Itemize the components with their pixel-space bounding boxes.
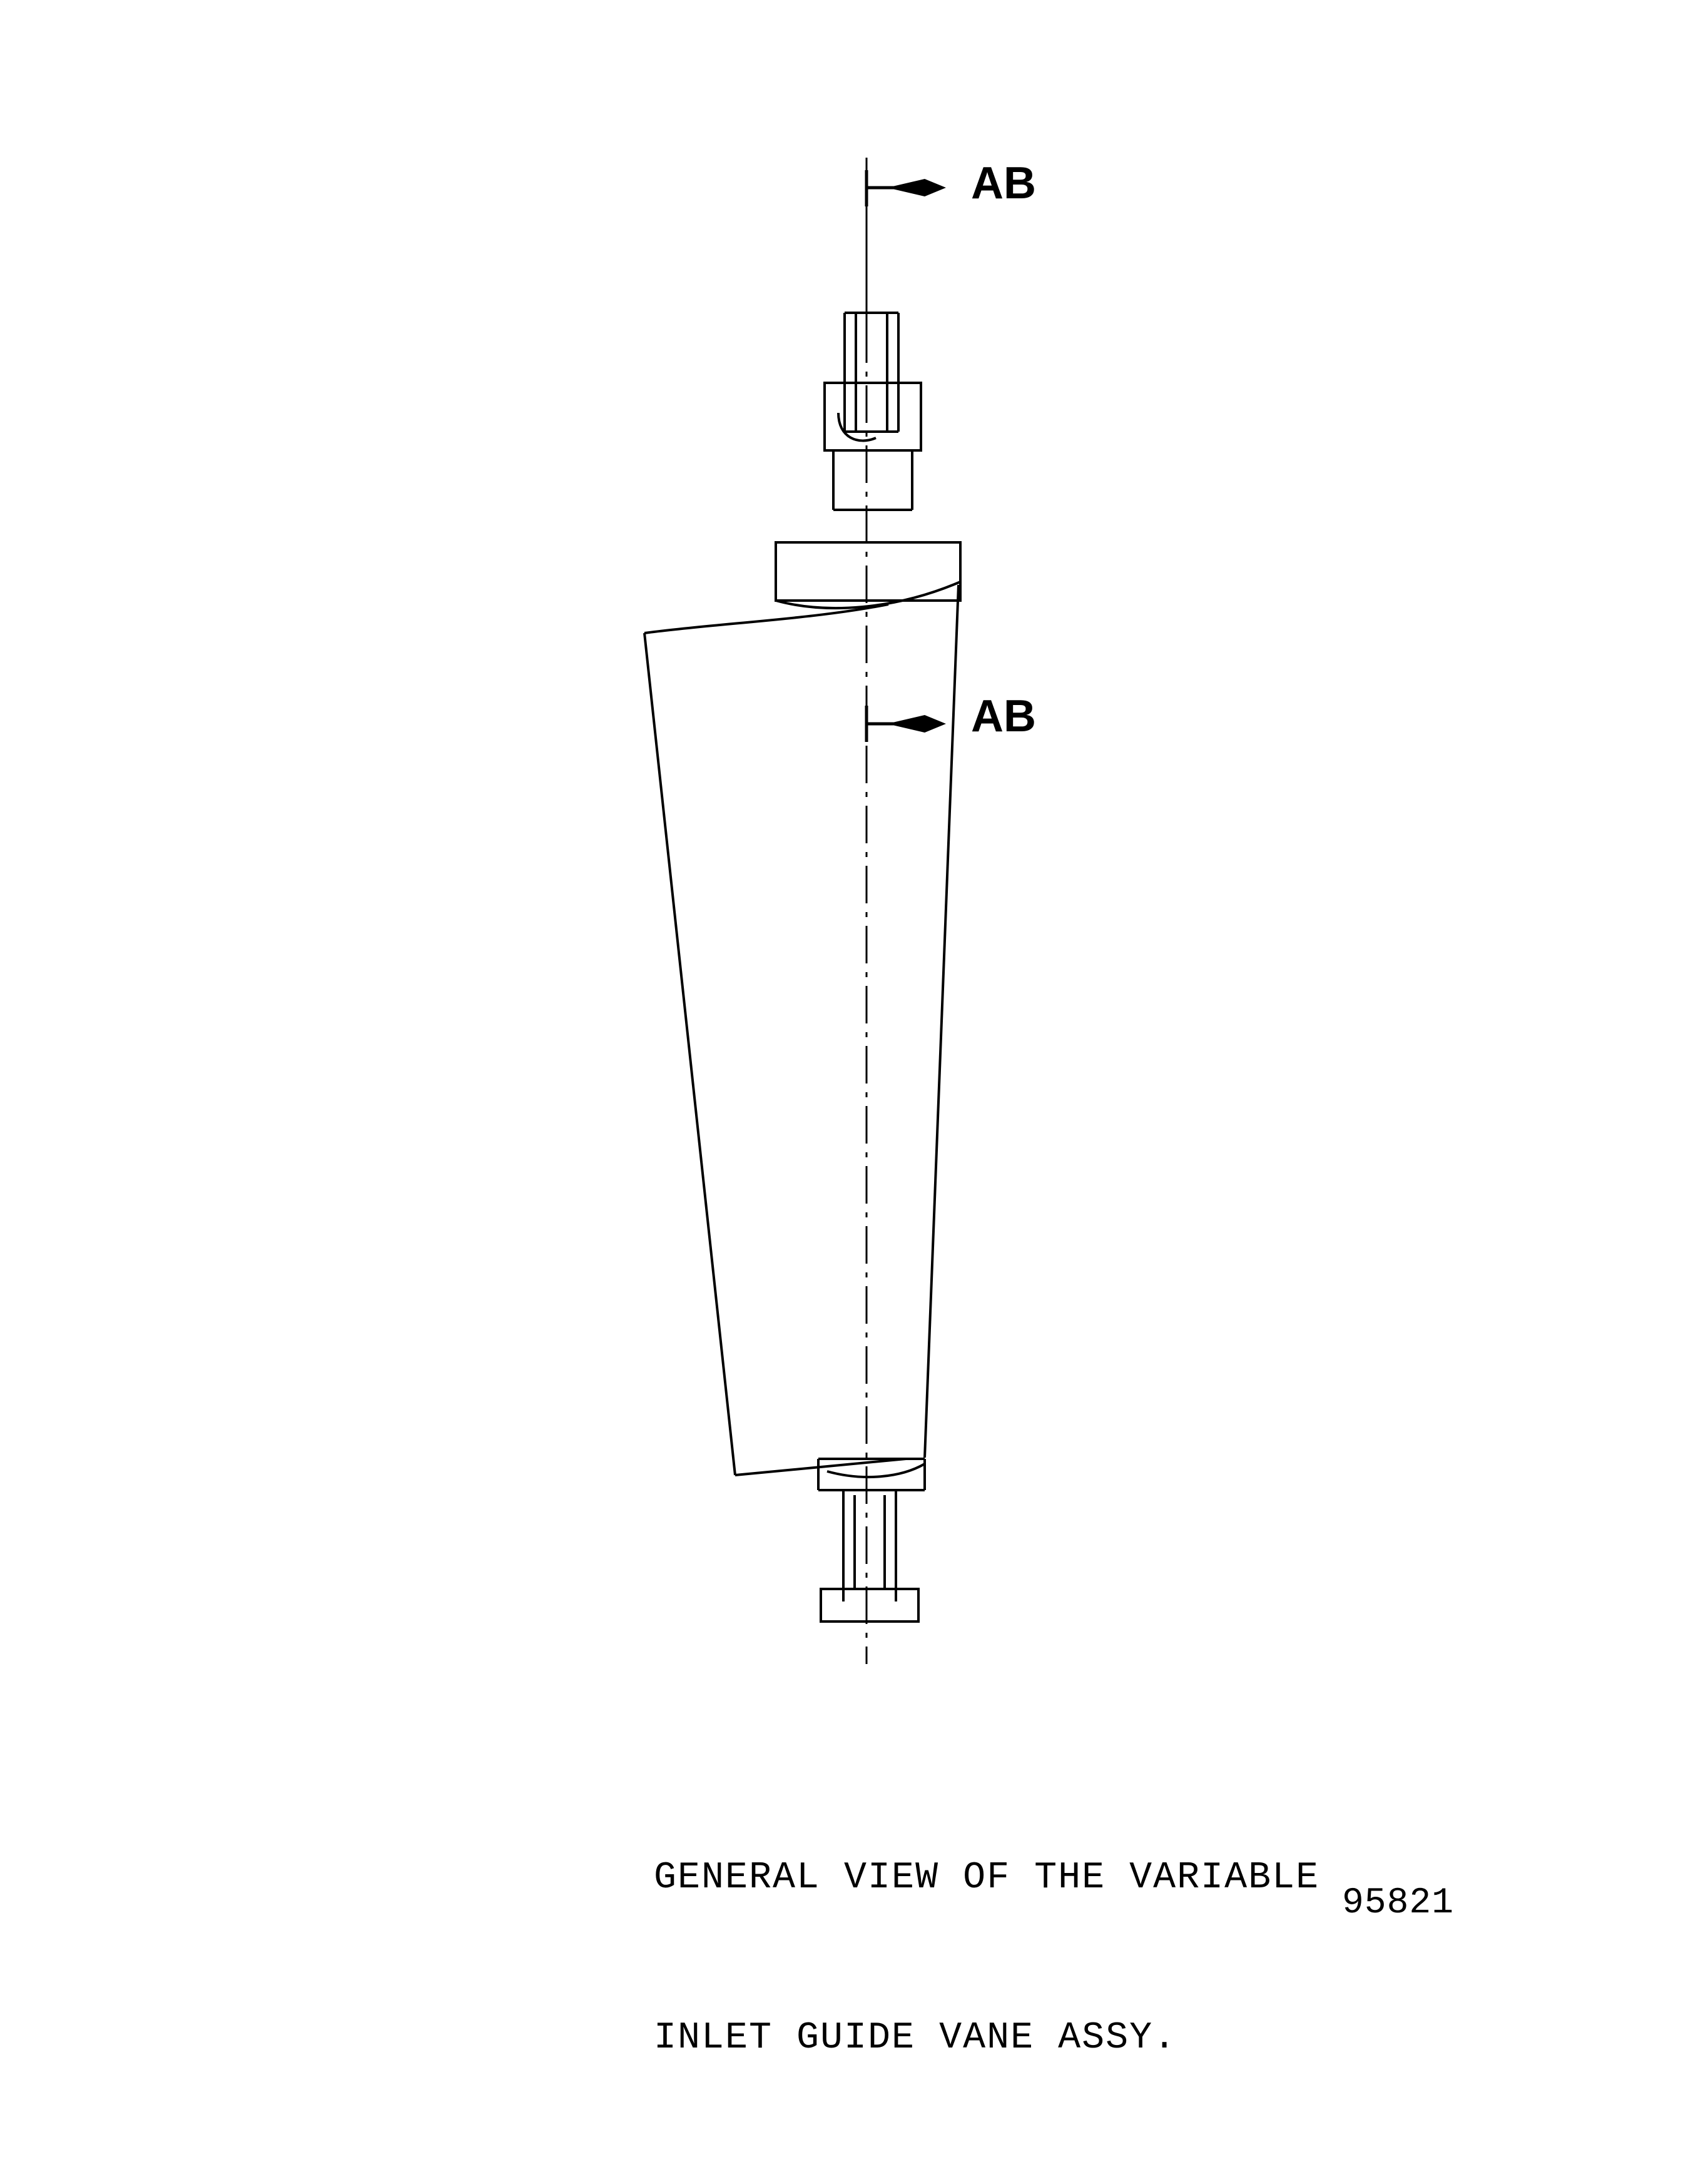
- section-callout-label-top: AB: [971, 158, 1036, 208]
- upper-platform-flange: [776, 542, 960, 608]
- figure-caption-line-1: GENERAL VIEW OF THE VARIABLE: [654, 1857, 1320, 1900]
- lower-spindle: [843, 1490, 896, 1589]
- figure-number: 95821: [1342, 1883, 1455, 1924]
- section-arrowhead-top-icon: [887, 179, 946, 196]
- section-arrowhead-mid-icon: [887, 715, 946, 733]
- upper-bushing-collar: [825, 383, 921, 510]
- section-callout-label-mid: AB: [971, 691, 1036, 741]
- lower-platform: [818, 1459, 925, 1490]
- figure-caption: [654, 1745, 1319, 2172]
- upper-spindle: [845, 313, 898, 432]
- lower-retaining-washer: [821, 1589, 918, 1621]
- figure-caption-line-2: INLET GUIDE VANE ASSY.: [654, 2016, 1177, 2059]
